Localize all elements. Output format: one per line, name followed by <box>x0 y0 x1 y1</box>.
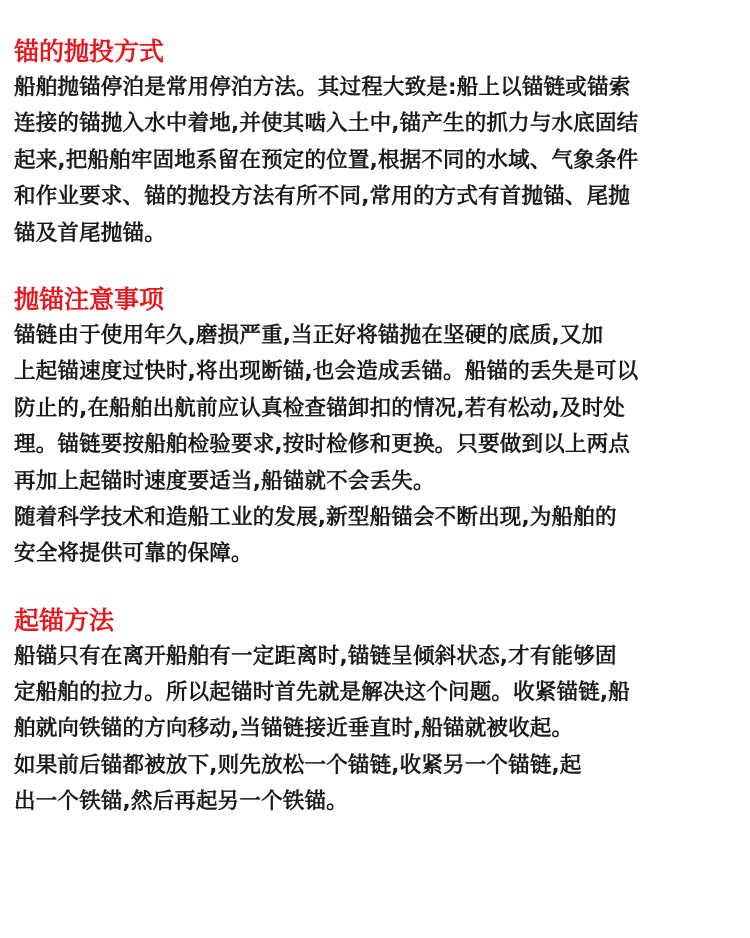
section-heading: 抛锚注意事项 <box>14 284 165 314</box>
paragraph-line: 起来,把船舶牢固地系留在预定的位置,根据不同的水域、气象条件 <box>14 147 639 173</box>
paragraph-line: 防止的,在船舶出航前应认真检查锚卸扣的情况,若有松动,及时处 <box>14 395 626 421</box>
paragraph-line: 锚链由于使用年久,磨损严重,当正好将锚抛在坚硬的底质,又加 <box>14 322 604 348</box>
paragraph-line: 舶就向铁锚的方向移动,当锚链接近垂直时,船锚就被收起。 <box>14 716 574 742</box>
paragraph-line: 上起锚速度过快时,将出现断锚,也会造成丢锚。船锚的丢失是可以 <box>14 359 639 385</box>
section-heading: 起锚方法 <box>14 605 115 635</box>
paragraph-line: 定船舶的拉力。所以起锚时首先就是解决这个问题。收紧锚链,船 <box>14 680 630 706</box>
paragraph-line: 连接的锚抛入水中着地,并使其啮入土中,锚产生的抓力与水底固结 <box>14 111 639 137</box>
section-anchor-deployment <box>14 34 736 252</box>
paragraph-line: 随着科学技术和造船工业的发展,新型船锚会不断出现,为船舶的 <box>14 504 617 530</box>
section-heading: 锚的抛投方式 <box>14 37 165 66</box>
paragraph-line: 船舶抛锚停泊是常用停泊方法。其过程大致是:船上以锚链或锚索 <box>14 75 631 100</box>
paragraph-line: 如果前后锚都被放下,则先放松一个锚链,收紧另一个锚链,起 <box>14 752 582 778</box>
paragraph-line: 理。锚链要按船舶检验要求,按时检修和更换。只要做到以上两点 <box>14 432 630 458</box>
paragraph-line: 出一个铁锚,然后再起另一个铁锚。 <box>14 789 348 815</box>
paragraph-line: 再加上起锚时速度要适当,船锚就不会丢失。 <box>14 468 435 494</box>
paragraph-line: 船锚只有在离开船舶有一定距离时,锚链呈倾斜状态,才有能够固 <box>14 643 617 669</box>
paragraph-line: 安全将提供可靠的保障。 <box>14 541 253 567</box>
paragraph-line: 锚及首尾抛锚。 <box>14 220 166 246</box>
section-weighing-anchor <box>14 603 736 821</box>
paragraph-line: 和作业要求、锚的抛投方法有所不同,常用的方式有首抛锚、尾抛 <box>14 184 630 210</box>
section-anchoring-precautions <box>14 282 736 573</box>
